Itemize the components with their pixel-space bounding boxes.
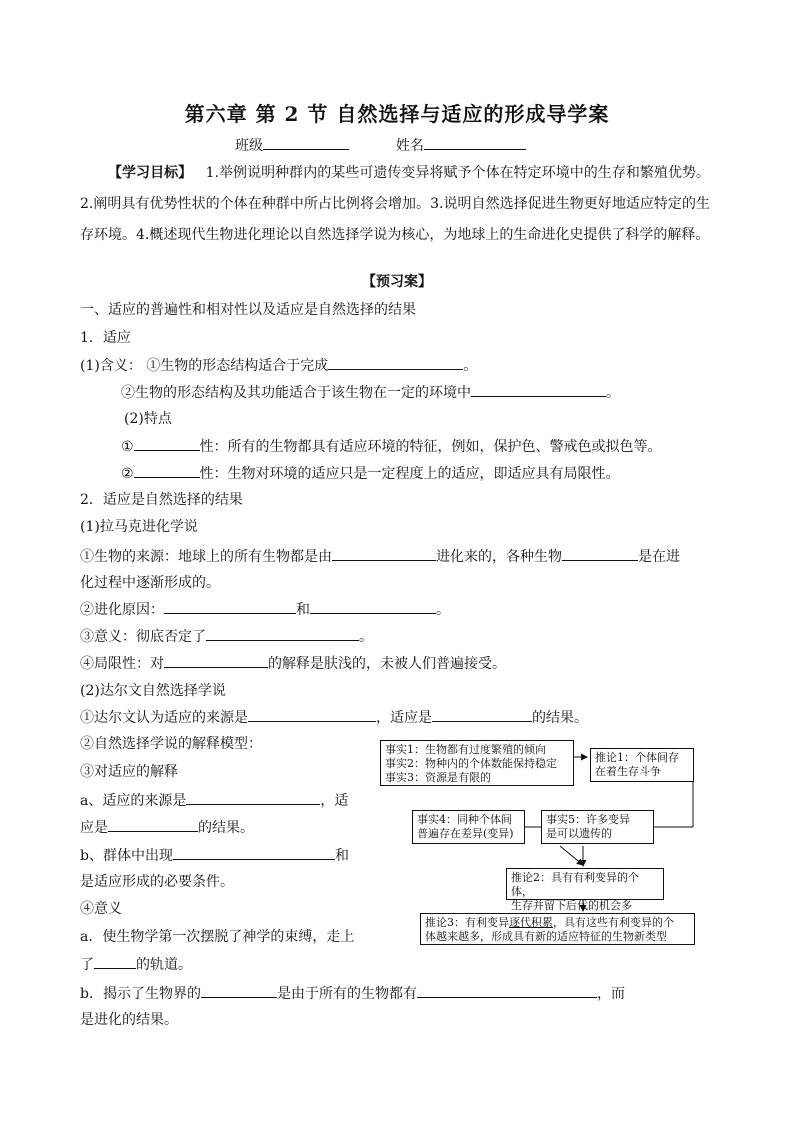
text: 。	[463, 358, 478, 374]
blank[interactable]	[471, 382, 606, 397]
blank[interactable]	[432, 707, 532, 722]
text: 应是	[80, 820, 108, 836]
text: 的解释是肤浅的，未被人们普遍接受。	[268, 656, 506, 672]
blank[interactable]	[173, 845, 335, 860]
text: 。	[436, 602, 450, 618]
blank[interactable]	[417, 983, 597, 998]
section-1-heading: 一、适应的普遍性和相对性以及适应是自然选择的结果	[80, 302, 416, 318]
text: 是在进	[638, 549, 680, 565]
lamarck-limitation	[80, 653, 506, 674]
text: 和	[334, 848, 349, 864]
text: ④局限性：对	[80, 656, 164, 672]
text: ②进化原因：	[80, 602, 164, 618]
text: ①	[121, 439, 134, 455]
fact-1: 事实1：生物都有过度繁殖的倾向	[385, 743, 546, 756]
darwin-explain: ③对适应的解释	[80, 764, 178, 780]
significance-a-2	[80, 954, 192, 975]
diagram-inference-3	[420, 913, 695, 945]
blank[interactable]	[94, 954, 136, 969]
preview-heading: 【预习案】	[362, 274, 432, 290]
text: a、适应的来源是	[80, 793, 187, 809]
text: 的结果。	[198, 820, 254, 836]
text: 性：所有的生物都具有适应环境的特征，例如，保护色、警戒色或拟色等。	[199, 439, 662, 455]
blank[interactable]	[108, 817, 198, 832]
lamarck-origin-cont: 化过程中逐渐形成的。	[80, 575, 220, 591]
text: 是可以遗传的	[546, 827, 612, 840]
text: ②	[121, 466, 134, 482]
text: ①达尔文认为适应的来源是	[80, 710, 248, 726]
blank[interactable]	[164, 653, 268, 668]
diagram-inference-1	[590, 748, 694, 782]
significance-heading: ④意义	[80, 901, 122, 917]
darwin-model: ②自然选择学说的解释模型：	[80, 736, 262, 752]
text: ，适	[320, 793, 349, 809]
name-label: 姓名	[395, 138, 424, 154]
features-heading: (2)特点	[124, 411, 172, 427]
darwin-heading: (2)达尔文自然选择学说	[80, 683, 226, 699]
text: 。	[606, 385, 620, 401]
blank[interactable]	[562, 546, 638, 561]
significance-a-1: a．使生物学第一次摆脱了神学的束缚，走上	[80, 929, 355, 945]
text: ，而	[596, 986, 625, 1002]
text: 生存并留下后代的机会多	[511, 899, 632, 912]
significance-b-2: 是进化的结果。	[80, 1012, 178, 1028]
arrow-fact4-to-infer2	[560, 846, 583, 865]
section-1-1: 1．适应	[80, 330, 131, 346]
section-2-heading: 2．适应是自然选择的结果	[80, 492, 243, 508]
name-blank[interactable]	[424, 135, 526, 150]
blank[interactable]	[332, 546, 436, 561]
text: 是由于所有的生物都有	[276, 986, 417, 1002]
text: 推论1：个体间存	[595, 751, 679, 764]
class-name-line	[235, 135, 526, 156]
text: 进化来的，各种生物	[436, 549, 562, 565]
text: 普遍存在差异(变异)	[417, 827, 514, 840]
text: 性：生物对环境的适应只是一定程度上的适应，即适应具有局限性。	[199, 466, 620, 482]
text: 推论3：有利变异	[425, 916, 509, 929]
objectives-text: 1.举例说明种群内的某些可遗传变异将赋予个体在特定环境中的生存和繁殖优势。2.阐明具有优势性状的个体在种群中所占比例将会增加。3.说明自然选择促进生物更好地适应特定的生存环境。4.概述现代生物进化理论以自然选择学说为核心，为地球上的生命进化史提供了科学的解释。	[80, 165, 711, 243]
diagram-facts-1-3	[380, 740, 574, 786]
blank[interactable]	[134, 436, 200, 451]
text: ③意义：彻底否定了	[80, 629, 206, 645]
explain-b-1	[80, 845, 349, 866]
underlined-text: 逐代积累	[509, 916, 553, 929]
learning-objectives	[80, 158, 710, 251]
meaning-line-1	[80, 355, 477, 376]
feature-2	[121, 463, 620, 484]
explain-a-2	[80, 817, 254, 838]
blank[interactable]	[248, 707, 376, 722]
text: 推论2：具有有利变异的个体，	[511, 871, 639, 898]
darwin-source	[80, 707, 588, 728]
lamarck-cause	[80, 599, 450, 620]
fact-3: 事实3：资源是有限的	[385, 771, 491, 784]
text: ①生物的来源：地球上的所有生物都是由	[80, 549, 332, 565]
blank[interactable]	[201, 983, 277, 998]
lamarck-significance	[80, 626, 373, 647]
meaning-line-2	[121, 382, 620, 403]
text: 的结果。	[532, 710, 588, 726]
text: 体越来越多，形成具有新的适应特征的生物新类型	[425, 930, 667, 943]
text: 。	[359, 629, 373, 645]
text: ②生物的形态结构及其功能适合于该生物在一定的环境中	[121, 385, 471, 401]
text: 事实4：同种个体间	[417, 813, 512, 826]
objectives-label: 【学习目标】	[108, 165, 193, 181]
text: 在着生存斗争	[595, 765, 661, 778]
page-title: 第六章 第 2 节 自然选择与适应的形成导学案	[184, 102, 610, 126]
text: ，具有这些有利变异的个	[553, 916, 674, 929]
diagram-inference-2	[506, 868, 664, 912]
text: 了	[80, 957, 94, 973]
blank[interactable]	[186, 790, 320, 805]
blank[interactable]	[328, 355, 463, 370]
lamarck-heading: (1)拉马克进化学说	[80, 519, 198, 535]
text: 事实5：许多变异	[546, 813, 630, 826]
text: 的轨道。	[136, 957, 192, 973]
text: (1)含义： ①生物的形态结构适合于完成	[80, 358, 329, 374]
class-blank[interactable]	[263, 135, 349, 150]
blank[interactable]	[134, 463, 200, 478]
text: b．揭示了生物界的	[80, 986, 201, 1002]
explain-b-2: 是适应形成的必要条件。	[80, 874, 234, 890]
blank[interactable]	[206, 626, 359, 641]
text: ，适应是	[376, 710, 432, 726]
fact-2: 事实2：物种内的个体数能保持稳定	[385, 757, 557, 770]
explain-a-1	[80, 790, 348, 811]
lamarck-origin	[80, 546, 680, 567]
text: b、群体中出现	[80, 848, 173, 864]
text: 和	[296, 602, 310, 618]
feature-1	[121, 436, 662, 457]
significance-b-1	[80, 983, 625, 1004]
diagram-fact-5	[541, 810, 654, 844]
diagram-fact-4	[412, 810, 525, 844]
blank[interactable]	[164, 599, 296, 614]
class-label: 班级	[235, 138, 263, 154]
blank[interactable]	[310, 599, 436, 614]
